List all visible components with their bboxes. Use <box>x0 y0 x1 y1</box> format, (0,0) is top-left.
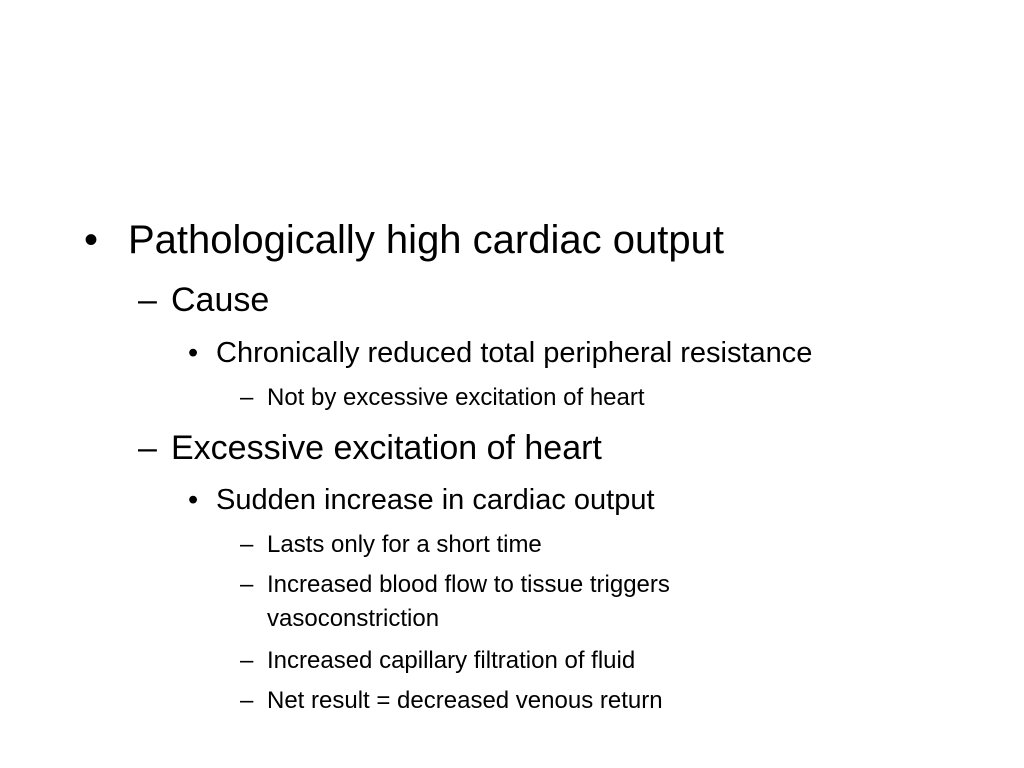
bullet-level3-text: Chronically reduced total peripheral resistance <box>216 337 813 369</box>
bullet-level3-marker: • <box>188 484 199 516</box>
bullet-level4-text: Increased capillary filtration of fluid <box>267 647 636 674</box>
bullet-level4-continuation: vasoconstriction <box>267 605 440 632</box>
bullet-level1-text: Pathologically high cardiac output <box>128 218 724 262</box>
bullet-level4-text: Not by excessive excitation of heart <box>267 384 645 411</box>
bullet-level4-text: Lasts only for a short time <box>267 531 542 558</box>
bullet-level4-marker: – <box>240 384 254 411</box>
bullet-level4-marker: – <box>240 687 254 714</box>
bullet-level1-marker: • <box>84 218 99 262</box>
bullet-level4-marker: – <box>240 531 254 558</box>
bullet-level4-marker: – <box>240 571 254 598</box>
bullet-level4-text: Increased blood flow to tissue triggers <box>267 571 670 598</box>
bullet-level4-marker: – <box>240 647 254 674</box>
bullet-level2-marker: – <box>138 429 157 467</box>
bullet-level2-text: Excessive excitation of heart <box>171 429 602 467</box>
bullet-level4-text: Net result = decreased venous return <box>267 687 663 714</box>
bullet-level2-text: Cause <box>171 281 270 319</box>
bullet-level2-marker: – <box>138 281 157 319</box>
bullet-level3-marker: • <box>188 337 199 369</box>
bullet-level3-text: Sudden increase in cardiac output <box>216 484 655 516</box>
